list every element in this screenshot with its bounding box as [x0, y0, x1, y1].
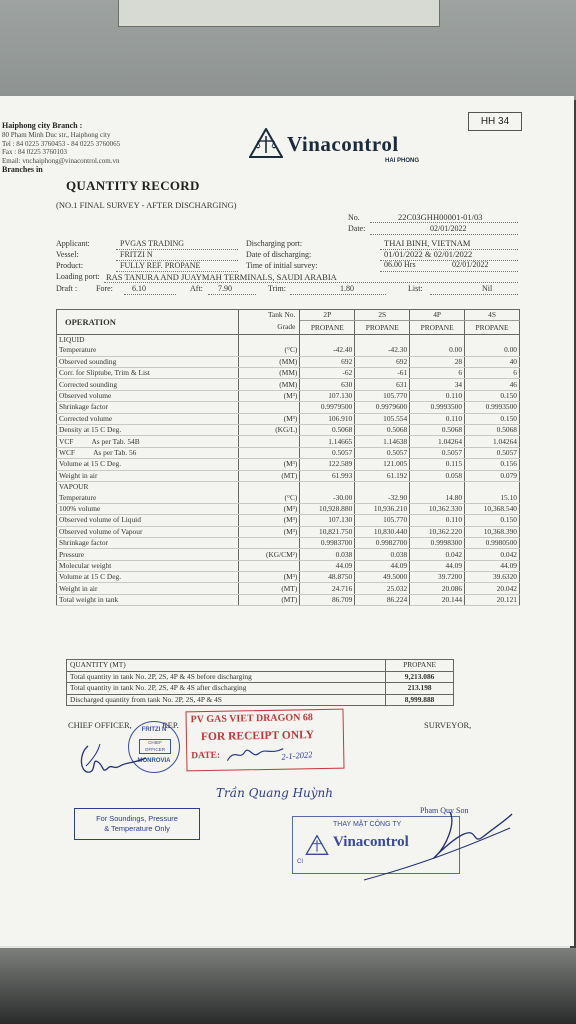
table-row [57, 549, 520, 560]
row-value: 14.80 [410, 492, 465, 503]
tank-header: 2P [300, 310, 355, 321]
row-value: 105.554 [355, 413, 410, 424]
table-row [57, 572, 520, 583]
row-unit: (MM) [238, 368, 300, 379]
row-value: 0.038 [355, 549, 410, 560]
branch-fax: Fax : 84 0225 3760103 [2, 148, 67, 157]
receipt-stamp-date-value: 2-1-2022 [280, 749, 313, 762]
row-value: 0.9998300 [410, 537, 465, 548]
surveyor-name: Pham Quy Son [420, 806, 469, 815]
table-row [57, 447, 520, 458]
row-value: 0.00 [465, 345, 520, 356]
branch-tel: Tel : 84 0225 3760453 - 84 0225 3760065 [2, 139, 121, 148]
row-value: 20.144 [410, 594, 465, 605]
trim-label: Trim: [268, 284, 286, 293]
sounding-note-line1: For Soundings, Pressure [96, 814, 178, 823]
row-value: 40 [465, 356, 520, 367]
row-value: 0.00 [410, 345, 465, 356]
row-value: 106.910 [300, 413, 355, 424]
row-value: 44.09 [300, 560, 355, 571]
tank-header: 2S [355, 310, 410, 321]
row-value: 10,830.440 [355, 526, 410, 537]
row-value: 0.9982700 [355, 537, 410, 548]
loading-port-value: RAS TANURA AND JUAYMAH TERMINALS, SAUDI ARABIA [106, 272, 337, 282]
row-value: 39.7200 [410, 572, 465, 583]
fore-label: Fore: [96, 284, 113, 293]
round-stamp-bottom: MONROVIA [137, 758, 171, 764]
quantity-row [67, 683, 454, 695]
no-label: No. [348, 213, 360, 222]
row-label: Weight in air [57, 470, 239, 481]
row-value: 692 [300, 356, 355, 367]
sounding-note-line2: & Temperature Only [104, 824, 170, 833]
row-value: 44.09 [410, 560, 465, 571]
row-value: 6 [410, 368, 465, 379]
row-value: 0.038 [300, 549, 355, 560]
receipt-stamp-date-label: DATE: [191, 750, 221, 762]
aft-underline [208, 294, 256, 295]
applicant-value: PVGAS TRADING [120, 239, 185, 248]
round-stamp-top: FRITZI N [141, 727, 167, 733]
trim-underline [290, 294, 386, 295]
row-label: Observed volume [57, 390, 239, 401]
chief-officer-label: CHIEF OFFICER, [68, 720, 132, 730]
row-value: 1.14638 [355, 436, 410, 447]
scales-icon [249, 128, 283, 158]
row-value: 0.042 [465, 549, 520, 560]
row-value: 34 [410, 379, 465, 390]
table-row [57, 492, 520, 503]
quantity-value: 9,213.086 [386, 671, 454, 683]
date-underline [370, 234, 518, 235]
receipt-stamp-line1: PV GAS VIET DRAGON 68 [190, 712, 313, 726]
row-unit: (MT) [238, 583, 300, 594]
branch-address-block [2, 122, 120, 175]
row-label: Weight in air [57, 583, 239, 594]
no-underline [370, 222, 518, 223]
no-value: 22C03GHH00001-01/03 [398, 212, 483, 222]
table-row [57, 425, 520, 436]
row-label: Observed volume of Liquid [57, 515, 239, 526]
row-value: 122.589 [300, 459, 355, 470]
vapour-section [57, 481, 520, 605]
tank-header: 4P [410, 310, 465, 321]
row-value: 20.121 [465, 594, 520, 605]
row-label: VCF As per Tab. 54B [57, 436, 239, 447]
section-label: LIQUID [57, 334, 239, 345]
background-bottom [0, 948, 576, 1024]
row-value: 0.150 [465, 515, 520, 526]
row-unit: (M³) [238, 459, 300, 470]
table-row [57, 402, 520, 413]
row-value: 28 [410, 356, 465, 367]
row-value: 0.156 [465, 459, 520, 470]
company-rep-stamp-code: CI [297, 859, 303, 865]
row-label: Observed sounding [57, 356, 239, 367]
quantity-table [66, 659, 454, 706]
row-value: 10,362.220 [410, 526, 465, 537]
row-value: 44.09 [355, 560, 410, 571]
row-value: 0.5057 [300, 447, 355, 458]
quantity-row [67, 694, 454, 706]
row-value: 10,368.390 [465, 526, 520, 537]
grade-header: Grade [238, 321, 300, 335]
row-value: 6 [465, 368, 520, 379]
liquid-section [57, 334, 520, 481]
trim-value: 1.80 [340, 284, 354, 293]
surveyor-label: SURVEYOR, [424, 720, 472, 730]
table-row [57, 356, 520, 367]
row-value: 46 [465, 379, 520, 390]
table-row [57, 503, 520, 514]
document-title: QUANTITY RECORD [66, 178, 200, 193]
row-value: 0.5068 [355, 425, 410, 436]
row-value: 1.14665 [300, 436, 355, 447]
row-value: 10,368.540 [465, 503, 520, 514]
table-row [57, 583, 520, 594]
row-value: 10,928.880 [300, 503, 355, 514]
row-unit: (M³) [238, 515, 300, 526]
row-label: 100% volume [57, 503, 239, 514]
row-value: 692 [355, 356, 410, 367]
row-unit: (M³) [238, 503, 300, 514]
loading-port-label: Loading port: [56, 272, 100, 281]
row-label: Pressure [57, 549, 239, 560]
fore-underline [124, 294, 176, 295]
row-value: 0.5057 [410, 447, 465, 458]
row-value: 39.6320 [465, 572, 520, 583]
row-value: 0.150 [465, 413, 520, 424]
receipt-stamp-line2: FOR RECEIPT ONLY [200, 729, 315, 744]
row-value: 0.9993500 [465, 402, 520, 413]
row-label: Corr. for Sliptube, Trim & List [57, 368, 239, 379]
row-value: 0.9993500 [410, 402, 465, 413]
row-value: 0.110 [410, 390, 465, 401]
row-label: Temperature [57, 345, 239, 356]
row-value: 0.058 [410, 470, 465, 481]
table-row [57, 436, 520, 447]
grade-cell: PROPANE [465, 321, 520, 335]
row-unit: (M³) [238, 413, 300, 424]
branch-list: Branches in [2, 164, 43, 174]
row-unit [238, 560, 300, 571]
list-label: List: [408, 284, 423, 293]
table-row [57, 515, 520, 526]
operation-header: OPERATION [57, 310, 239, 335]
row-value: 1.04264 [465, 436, 520, 447]
time-survey-date: 02/01/2022 [452, 260, 489, 269]
table-row [57, 390, 520, 401]
branch-email: Email: vnchaiphong@vinacontrol.com.vn [2, 157, 120, 166]
row-value: 10,362.330 [410, 503, 465, 514]
row-unit: (MM) [238, 356, 300, 367]
rep-label: REP. [162, 720, 179, 730]
row-value: 0.042 [410, 549, 465, 560]
row-unit: (KG/L) [238, 425, 300, 436]
table-row [57, 345, 520, 356]
row-unit [238, 537, 300, 548]
tank-no-header: Tank No. [238, 310, 300, 321]
quantity-row [67, 671, 454, 683]
quantity-label: Total quantity in tank No. 2P, 2S, 4P & 4S before discharging [67, 671, 386, 683]
row-value: 121.005 [355, 459, 410, 470]
row-value: -42.30 [355, 345, 410, 356]
row-value: 105.770 [355, 390, 410, 401]
grade-cell: PROPANE [300, 321, 355, 335]
row-unit: (°C) [238, 345, 300, 356]
row-value: 0.079 [465, 470, 520, 481]
reference-box: HH 34 [468, 112, 522, 131]
row-unit: (MT) [238, 594, 300, 605]
row-value: 0.5057 [465, 447, 520, 458]
row-value: 0.5068 [465, 425, 520, 436]
logo-subtitle: HAI PHONG [385, 158, 420, 164]
table-row [57, 379, 520, 390]
row-unit: (°C) [238, 492, 300, 503]
row-label: Shrinkage factor [57, 402, 239, 413]
row-value: 0.115 [410, 459, 465, 470]
clipboard-clip [118, 0, 440, 27]
row-label: Density at 15 C Deg. [57, 425, 239, 436]
quantity-label: Total quantity in tank No. 2P, 2S, 4P & 4S after discharging [67, 683, 386, 695]
row-label: Shrinkage factor [57, 537, 239, 548]
row-value: -61 [355, 368, 410, 379]
row-label: Total weight in tank [57, 594, 239, 605]
vessel-label: Vessel: [56, 250, 79, 259]
row-unit: (M³) [238, 390, 300, 401]
row-value: 0.150 [465, 390, 520, 401]
survey-table [56, 309, 520, 606]
table-row [57, 470, 520, 481]
row-value: 25.032 [355, 583, 410, 594]
row-value: 20.042 [465, 583, 520, 594]
row-value: 61.993 [300, 470, 355, 481]
row-unit: (M³) [238, 572, 300, 583]
list-underline [430, 294, 518, 295]
row-value: 86.709 [300, 594, 355, 605]
applicant-label: Applicant: [56, 239, 90, 248]
section-label: VAPOUR [57, 481, 239, 492]
table-row [57, 537, 520, 548]
row-value: 0.9983700 [300, 537, 355, 548]
row-value: 10,936.210 [355, 503, 410, 514]
draft-label: Draft : [56, 284, 78, 293]
table-row [57, 459, 520, 470]
time-survey-hrs: 06.00 Hrs [384, 260, 416, 269]
row-value: 630 [300, 379, 355, 390]
time-survey-label: Time of initial survey: [246, 261, 318, 270]
row-value: 631 [355, 379, 410, 390]
quantity-header-row [67, 660, 454, 672]
company-rep-stamp-logo: Vinacontrol [333, 834, 409, 850]
receipt-stamp [185, 709, 344, 772]
quantity-value: 213.198 [386, 683, 454, 695]
quantity-header-label: QUANTITY (MT) [67, 660, 386, 672]
row-unit [238, 447, 300, 458]
row-label: Temperature [57, 492, 239, 503]
row-value: 107.130 [300, 515, 355, 526]
section-header-liquid [57, 334, 520, 345]
date-value: 02/01/2022 [430, 224, 467, 233]
row-unit: (MM) [238, 379, 300, 390]
grade-cell: PROPANE [355, 321, 410, 335]
row-unit: (MT) [238, 470, 300, 481]
row-value: 0.9979500 [300, 402, 355, 413]
row-value: 0.5068 [410, 425, 465, 436]
quantity-value: 8,999.888 [386, 694, 454, 706]
row-value: 0.5057 [355, 447, 410, 458]
row-value: 105.770 [355, 515, 410, 526]
row-value: 0.9979600 [355, 402, 410, 413]
date-discharging-value: 01/01/2022 & 02/01/2022 [384, 249, 473, 259]
section-header-vapour [57, 481, 520, 492]
row-label: Corrected volume [57, 413, 239, 424]
time-survey-underline [380, 271, 518, 272]
row-value: 0.110 [410, 515, 465, 526]
row-value: 107.130 [300, 390, 355, 401]
row-value: -42.40 [300, 345, 355, 356]
company-rep-scales-icon [305, 835, 329, 855]
quantity-header-product: PROPANE [386, 660, 454, 672]
sounding-note-box [74, 808, 200, 840]
discharging-port-value: THAI BINH, VIETNAM [384, 238, 471, 248]
fore-value: 6.10 [132, 284, 146, 293]
table-row [57, 413, 520, 424]
row-label: Volume at 15 C Deg. [57, 572, 239, 583]
document-subtitle: (NO.1 FINAL SURVEY - AFTER DISCHARGING) [56, 200, 237, 210]
row-value: 24.716 [300, 583, 355, 594]
row-label: Volume at 15 C Deg. [57, 459, 239, 470]
row-value: 20.086 [410, 583, 465, 594]
document-sheet [0, 96, 574, 946]
row-value: 44.09 [465, 560, 520, 571]
row-value: 61.192 [355, 470, 410, 481]
row-label: Observed volume of Vapour [57, 526, 239, 537]
discharging-port-label: Discharging port: [246, 239, 303, 248]
surveyor-signature-icon [360, 806, 520, 886]
product-label: Product: [56, 261, 84, 270]
row-value: -30.00 [300, 492, 355, 503]
company-rep-stamp-text: THAY MẶT CÔNG TY [333, 821, 402, 828]
row-label: Corrected sounding [57, 379, 239, 390]
chief-officer-signature-icon [76, 740, 148, 782]
aft-value: 7.90 [218, 284, 232, 293]
table-row [57, 560, 520, 571]
table-header-row-1 [57, 310, 520, 321]
row-value: 48.8750 [300, 572, 355, 583]
row-unit: (KG/CM²) [238, 549, 300, 560]
quantity-label: Discharged quantity from tank No. 2P, 2S, 4P & 4S [67, 694, 386, 706]
list-value: Nil [482, 284, 493, 293]
vessel-value: FRITZI N [120, 250, 153, 259]
aft-label: Aft: [190, 284, 203, 293]
date-label: Date: [348, 224, 366, 233]
round-stamp-mid: CHIEF OFFICER [139, 739, 171, 754]
row-value: 15.10 [465, 492, 520, 503]
branch-address: 80 Pham Minh Duc str., Haiphong city [2, 130, 111, 139]
rep-signature-name: Trần Quang Huỳnh [216, 786, 334, 800]
table-row [57, 526, 520, 537]
row-value: -32.90 [355, 492, 410, 503]
tank-header: 4S [465, 310, 520, 321]
date-discharging-label: Date of discharging: [246, 250, 312, 259]
row-unit: (M³) [238, 526, 300, 537]
logo-name: Vinacontrol [287, 132, 399, 156]
row-value: 49.5000 [355, 572, 410, 583]
grade-cell: PROPANE [410, 321, 465, 335]
row-value: 1.04264 [410, 436, 465, 447]
row-value: 0.5068 [300, 425, 355, 436]
row-value: 86.224 [355, 594, 410, 605]
table-row [57, 368, 520, 379]
branch-name: Haiphong city Branch : [2, 121, 83, 130]
table-row [57, 594, 520, 605]
row-value: 0.110 [410, 413, 465, 424]
row-value: -62 [300, 368, 355, 379]
row-label: WCF As per Tab. 56 [57, 447, 239, 458]
row-unit [238, 436, 300, 447]
receipt-date-signature-icon [225, 745, 285, 764]
product-value: FULLY REF. PROPANE [120, 261, 201, 270]
vinacontrol-logo [249, 126, 449, 172]
row-value: 10,821.750 [300, 526, 355, 537]
row-value: 0.9980500 [465, 537, 520, 548]
row-label: Molecular weight [57, 560, 239, 571]
row-unit [238, 402, 300, 413]
loading-port-underline [104, 282, 518, 283]
